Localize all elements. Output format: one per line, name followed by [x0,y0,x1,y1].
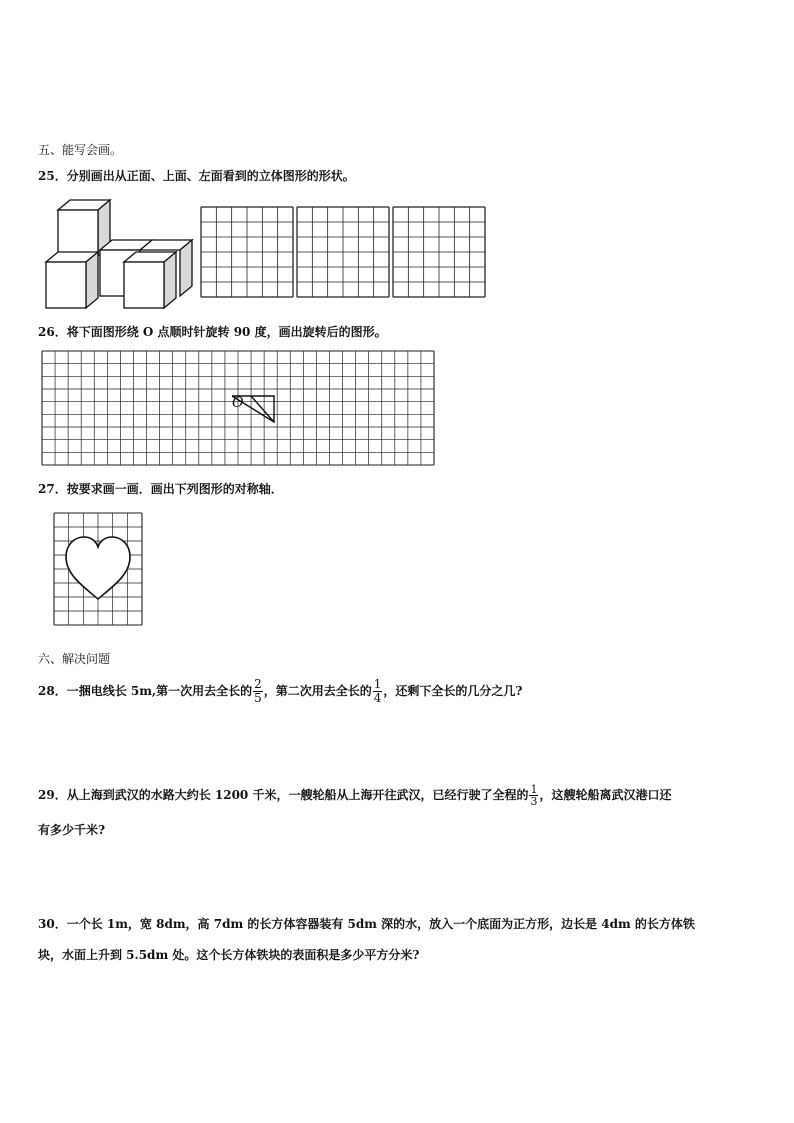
fraction-numerator: 2 [254,677,262,691]
cube-backright-side-face [180,240,192,296]
fraction-numerator: 1 [530,783,538,796]
question-number: 26． [38,325,67,339]
fraction [373,678,383,705]
question-number: 30． [38,917,67,931]
question-text: 块，水面上升到 5.5dm 处。这个长方体铁块的表面积是多少平方分米? [38,948,420,962]
question-text: 按要求画一画．画出下列图形的对称轴． [66,482,283,496]
question-text: 有多少千米? [38,823,106,837]
fraction-numerator: 1 [373,677,382,691]
section-heading-6 [38,651,110,667]
question-29-line2 [38,822,105,838]
question-25 [38,168,355,184]
question-30 [38,916,695,932]
heart-shape [66,537,130,599]
fraction [529,784,538,807]
fraction-denominator: 5 [254,691,262,705]
question-text: ，这艘轮船离武汉港口还 [539,788,672,802]
section-heading-5 [38,142,122,158]
question-number: 25． [38,169,67,183]
question-number: 28． [38,684,67,698]
point-o-label: O [232,395,244,411]
question-number: 27． [38,482,67,496]
cube-top-front-face [58,210,98,256]
question-28 [38,676,522,706]
question-29 [38,782,671,808]
question-text: 分别画出从正面、上面、左面看到的立体图形的形状。 [66,169,355,183]
question-text: ，还剩下全长的几分之几? [383,684,523,698]
cube-frontright-front-face [124,262,164,308]
cube-frontleft-front-face [46,262,86,308]
grid-lines [393,207,485,297]
cube-figure [44,198,204,308]
question-26 [38,324,387,340]
section-heading-text: 五、能写会画。 [38,143,123,157]
question-27 [38,481,283,497]
view-grid-left [393,207,485,297]
heart-grid [54,513,142,625]
question-number: 29． [38,788,67,802]
grid-lines [201,207,293,297]
question-text: 从上海到武汉的水路大约长 1200 千米，一艘轮船从上海开往武汉，已经行驶了全程的 [66,788,529,802]
question-text: 一捆电线长 5m,第一次用去全长的 [66,684,253,698]
grid-lines [297,207,389,297]
fraction-denominator: 4 [373,691,382,705]
rotation-triangle-edge [251,396,274,422]
fraction-denominator: 3 [530,795,538,808]
view-grid-top [297,207,389,297]
cube-frontleft-side-face [86,252,98,308]
question-text: 将下面图形绕 O 点顺时针旋转 90 度，画出旋转后的图形。 [66,325,387,339]
section-heading-text: 六、解决问题 [38,652,111,666]
cube-frontright-side-face [164,252,176,308]
view-grid-front [201,207,293,297]
fraction [253,678,263,705]
question-text: 一个长 1m，宽 8dm，高 7dm 的长方体容器装有 5dm 深的水，放入一个底面为正方形，边长是 4dm 的长方体铁 [66,917,695,931]
question-text: ，第二次用去全长的 [263,684,372,698]
question-30-line2 [38,947,419,963]
